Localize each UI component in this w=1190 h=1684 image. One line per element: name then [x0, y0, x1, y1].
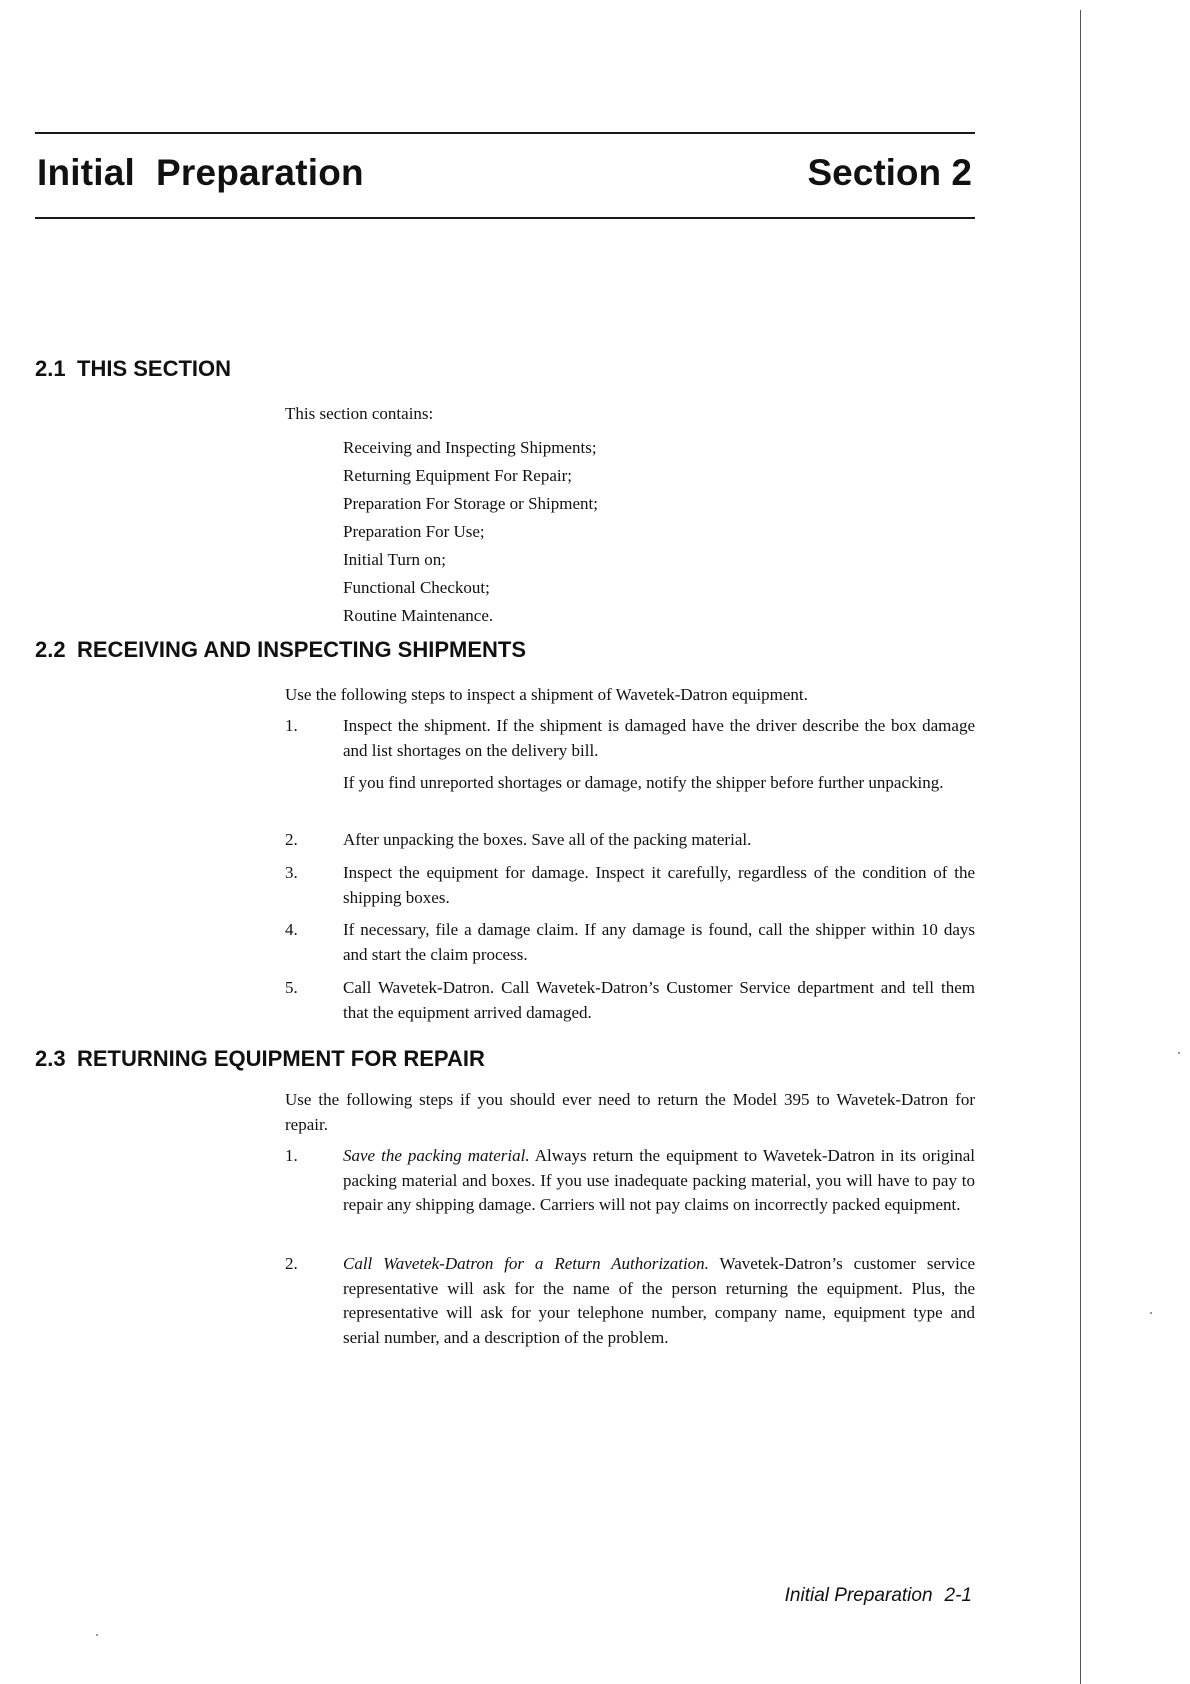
section-intro: This section contains: — [285, 404, 434, 423]
scan-speck — [1150, 1312, 1152, 1314]
step-item — [285, 918, 975, 967]
heading-text: THIS SECTION — [77, 356, 232, 381]
list-item: Preparation For Use; — [343, 522, 485, 541]
list-item: Receiving and Inspecting Shipments; — [343, 438, 597, 457]
page-number: 2-1 — [944, 1585, 972, 1606]
step-text: Inspect the equipment for damage. Inspect it carefully, regardless of the condition of the shipping boxes. — [343, 863, 975, 907]
step-item — [285, 861, 975, 910]
scan-speck — [96, 1634, 98, 1636]
step-number: 2. — [285, 1254, 298, 1273]
step-number: 1. — [285, 1146, 298, 1165]
step-item — [285, 714, 975, 763]
section-intro: Use the following steps to inspect a shipment of Wavetek-Datron equipment. — [285, 685, 808, 704]
step-item — [285, 828, 975, 853]
step-body: Always return the equipment to Wavetek-Datron in its original packing material and boxes. If you use inadequate packing material, you will have to pay to repair any shipping damage. Carriers will not pay claims on incorrectly packed equipment. — [343, 1146, 976, 1214]
contents-list — [343, 434, 598, 630]
step-text: If necessary, file a damage claim. If any damage is found, call the shipper within 10 days and start the claim process. — [343, 920, 975, 964]
heading-text: RETURNING EQUIPMENT FOR REPAIR — [77, 1046, 485, 1071]
step-text — [343, 1252, 975, 1350]
step-text: Inspect the shipment. If the shipment is damaged have the driver describe the box damage and list shortages on the delivery bill. — [343, 716, 975, 760]
header-bottom-rule — [35, 217, 975, 219]
chapter-title: Initial Preparation — [37, 152, 364, 193]
section-label: Section 2 — [807, 152, 972, 193]
heading-number: 2.2 — [35, 637, 66, 662]
list-item: Functional Checkout; — [343, 578, 490, 597]
step-number: 4. — [285, 920, 298, 939]
step-number: 1. — [285, 716, 298, 735]
list-item: Preparation For Storage or Shipment; — [343, 494, 598, 513]
list-item: Routine Maintenance. — [343, 606, 494, 625]
step-note: If you find unreported shortages or damage, notify the shipper before further unpacking. — [343, 773, 944, 792]
step-number: 2. — [285, 830, 298, 849]
heading-number: 2.3 — [35, 1046, 66, 1071]
step-item — [285, 1252, 975, 1350]
step-body: Wavetek-Datron’s customer service representative will ask for the name of the person returning the equipment. Plus, the representative will ask for your telephone number, company name, equipment type and serial number, and a description of the problem. — [343, 1254, 975, 1347]
step-lead: Call Wavetek-Datron for a Return Authorization. — [343, 1254, 709, 1273]
step-item — [285, 976, 975, 1025]
list-item: Returning Equipment For Repair; — [343, 466, 572, 485]
step-text: Call Wavetek-Datron. Call Wavetek-Datron’s Customer Service department and tell them that the equipment arrived damaged. — [343, 978, 975, 1022]
step-lead: Save the packing material. — [343, 1146, 530, 1165]
list-item: Initial Turn on; — [343, 550, 446, 569]
footer-label: Initial Preparation — [784, 1585, 933, 1606]
page-footer — [785, 1585, 972, 1607]
heading-2-1 — [35, 356, 231, 382]
step-number: 5. — [285, 978, 298, 997]
step-number: 3. — [285, 863, 298, 882]
scan-speck — [1178, 1052, 1180, 1054]
section-intro: Use the following steps if you should ever need to return the Model 395 to Wavetek-Datron for repair. — [285, 1090, 975, 1134]
heading-2-3 — [35, 1046, 485, 1072]
heading-number: 2.1 — [35, 356, 66, 381]
scan-margin-line — [1080, 10, 1081, 1684]
heading-2-2 — [35, 637, 526, 663]
step-text: After unpacking the boxes. Save all of the packing material. — [343, 830, 752, 849]
step-item — [285, 1144, 975, 1218]
step-text — [343, 1144, 975, 1218]
heading-text: RECEIVING AND INSPECTING SHIPMENTS — [77, 637, 527, 662]
header-top-rule — [35, 132, 975, 134]
